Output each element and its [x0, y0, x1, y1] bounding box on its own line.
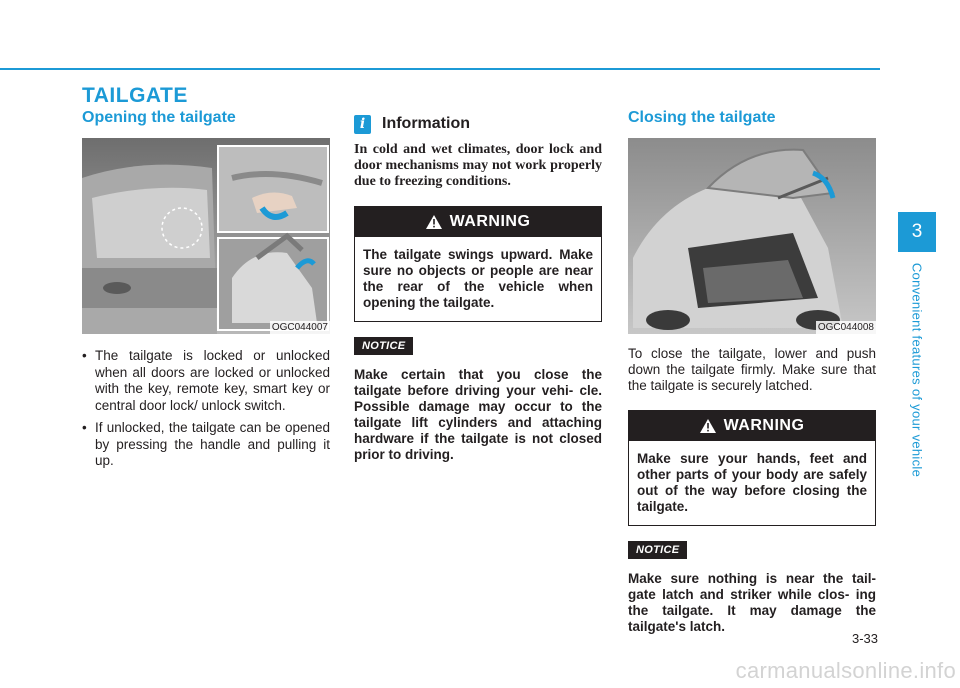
notice-text-1: Make certain that you close the tailgate before driving your vehi- cle. Possible damage may occur to the tailgate lift cylinders and attaching hardware if the tailgate is not closed prior to driving.	[354, 367, 602, 462]
chapter-number-tab: 3	[898, 212, 936, 252]
opening-figure	[82, 138, 330, 334]
opening-column	[82, 108, 330, 476]
warning-box-1	[354, 206, 602, 322]
closing-figure-code: OGC044008	[817, 322, 874, 333]
information-title: Information	[382, 115, 470, 132]
information-text: In cold and wet climates, door lock and door mechanisms may not work properly due to freezing conditions.	[354, 142, 602, 189]
information-header	[354, 112, 602, 136]
closing-heading: Closing the tailgate	[628, 109, 776, 126]
info-column	[354, 108, 602, 463]
closing-tailgate-illustration	[628, 138, 876, 334]
closing-text: To close the tailgate, lower and push down the tailgate firmly. Make sure that the tailgate is securely latched.	[628, 346, 876, 393]
notice-badge-1: NOTICE	[354, 337, 413, 355]
chapter-label: Convenient features of your vehicle	[909, 262, 925, 478]
warning-header-2	[629, 411, 875, 441]
top-rule	[0, 68, 880, 70]
opening-bullet-list	[82, 348, 330, 470]
notice-badge-2: NOTICE	[628, 541, 687, 559]
closing-figure	[628, 138, 876, 334]
page-number: 3-33	[851, 631, 878, 646]
warning-label-2: WARNING	[723, 417, 805, 434]
opening-tailgate-illustration	[82, 138, 330, 334]
closing-column	[628, 108, 876, 635]
opening-bullet-1: • The tailgate is locked or unlocked when all doors are locked or unlocked with the key, remote key, smart key or central door lock/ unlock switch.	[82, 348, 330, 414]
warning-triangle-icon	[700, 419, 716, 433]
opening-bullet-2: • If unlocked, the tailgate can be opened by pressing the handle and pulling it up.	[82, 420, 330, 470]
warning-box-2	[628, 410, 876, 526]
warning-label-1: WARNING	[449, 213, 531, 230]
notice-text-2: Make sure nothing is near the tail- gate latch and striker while clos- ing the tailgate. It may damage the tailgate's latch.	[628, 571, 876, 634]
warning-header-1	[355, 207, 601, 237]
opening-heading: Opening the tailgate	[82, 109, 236, 126]
warning-triangle-icon	[426, 215, 442, 229]
opening-figure-code: OGC044007	[271, 322, 328, 333]
section-title: TAILGATE	[82, 84, 188, 107]
watermark: carmanualsonline.info	[735, 658, 956, 683]
info-icon: i	[354, 115, 371, 134]
warning-text-2: Make sure your hands, feet and other parts of your body are safely out of the way before closing the tailgate.	[637, 451, 867, 514]
warning-text-1: The tailgate swings upward. Make sure no objects or people are near the rear of the vehicle when opening the tailgate.	[363, 247, 593, 310]
